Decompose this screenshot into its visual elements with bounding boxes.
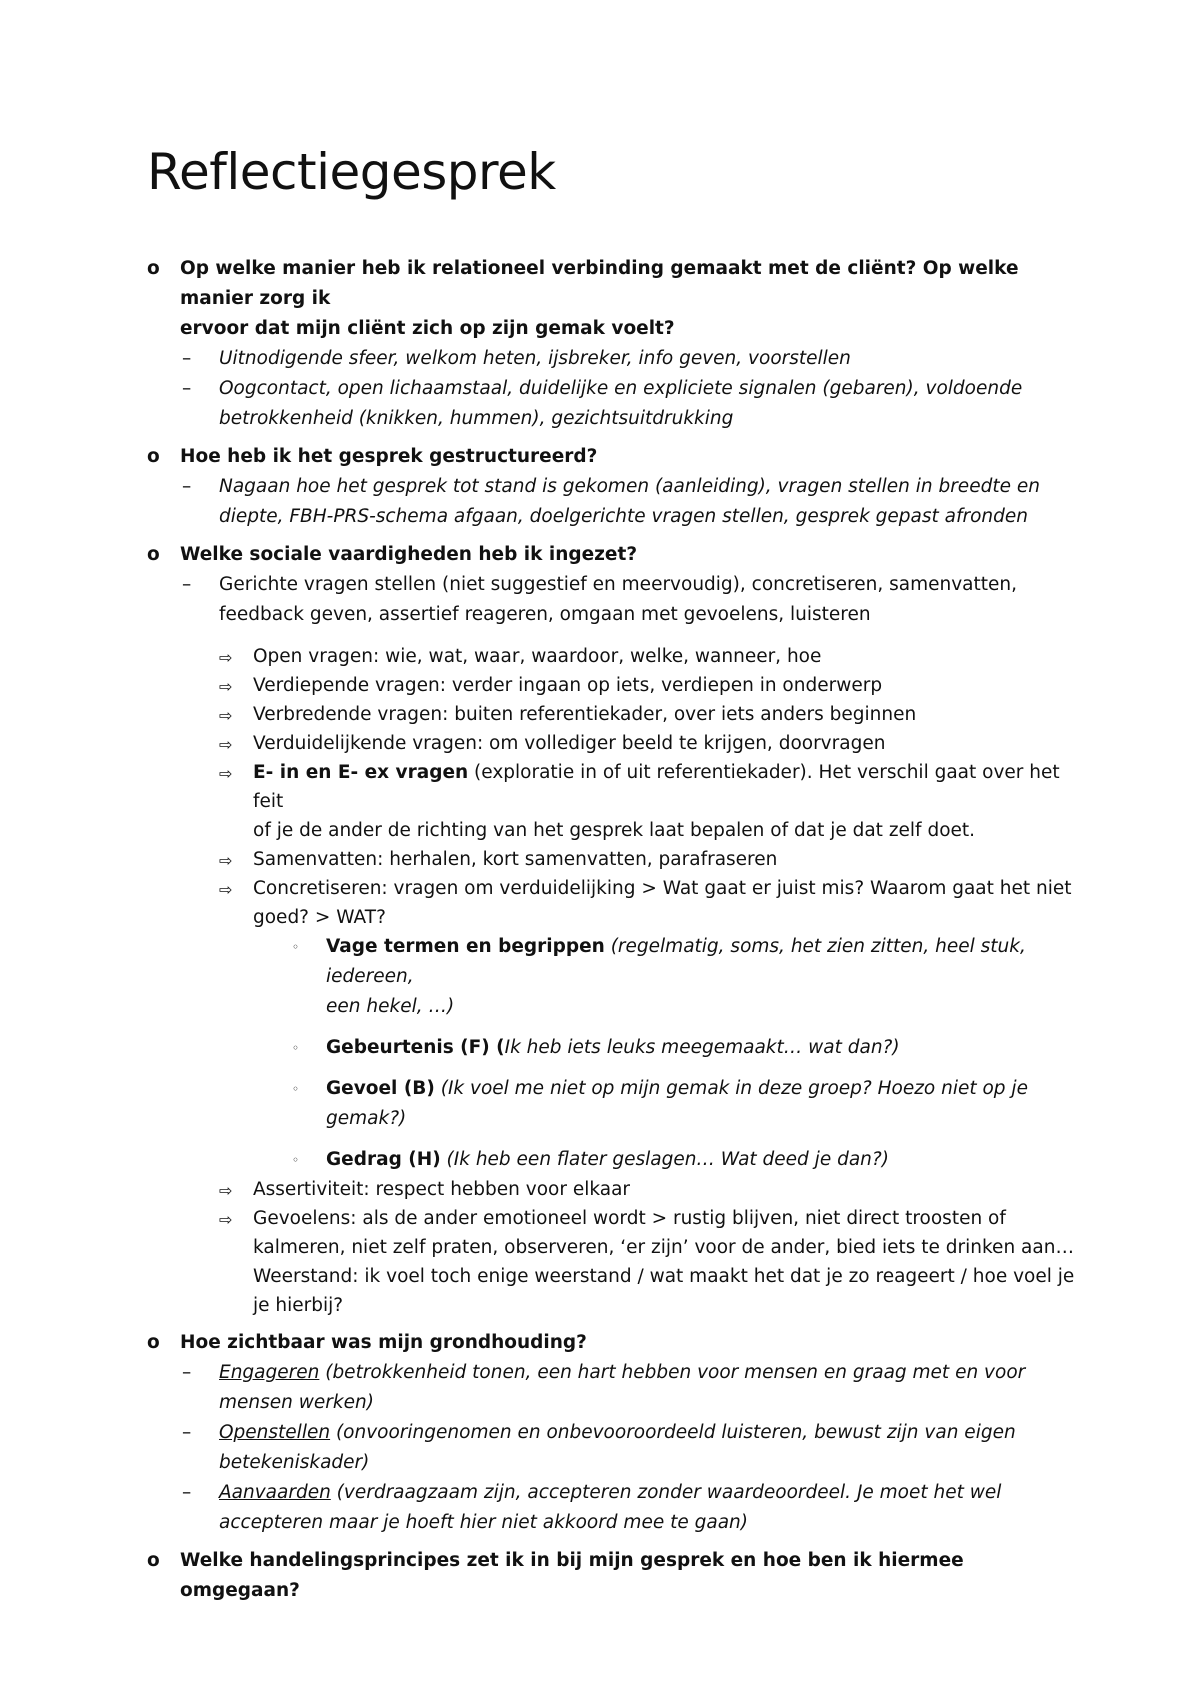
question-heading: o Hoe heb ik het gesprek gestructureerd? [147, 442, 1077, 472]
answer-item: – Openstellen (onvooringenomen en onbevooroordeeld luisteren, bewust zijn van eigen betekeniskader) [147, 1418, 1077, 1478]
question-heading: o Hoe zichtbaar was mijn grondhouding? [147, 1328, 1077, 1358]
question-section [147, 540, 1077, 1320]
dash-bullet: – [182, 1482, 192, 1503]
bullet-o: o [147, 1332, 160, 1353]
arrow-item: ⇨ Verdiepende vragen: verder ingaan op iets, verdiepen in onderwerp [147, 671, 1077, 700]
answer-item: – Oogcontact, open lichaamstaal, duidelijke en expliciete signalen (gebaren), voldoende betrokkenheid (knikken, hummen), gezichtsuitdrukking [147, 374, 1077, 434]
question-heading: o Welke sociale vaardigheden heb ik ingezet? [147, 540, 1077, 570]
circle-bullet: ◦ [292, 1153, 300, 1167]
arrow-icon: ⇨ [219, 648, 233, 667]
circle-bullet: ◦ [292, 1041, 300, 1055]
dash-bullet: – [182, 1422, 192, 1443]
arrow-icon: ⇨ [219, 1181, 233, 1200]
circle-bullet: ◦ [292, 1082, 300, 1096]
question-section [147, 254, 1077, 434]
question-heading: o Welke handelingsprincipes zet ik in bij mijn gesprek en hoe ben ik hiermee omgegaan? [147, 1546, 1077, 1606]
question-section [147, 1328, 1077, 1538]
sub-item: ◦ Gevoel (B) (Ik voel me niet op mijn gemak in deze groep? Hoezo niet op je gemak?) [147, 1074, 1077, 1134]
arrow-item: ⇨ Open vragen: wie, wat, waar, waardoor, welke, wanneer, hoe [147, 642, 1077, 671]
sub-item: ◦ Gedrag (H) (Ik heb een flater geslagen… Wat deed je dan?) [147, 1145, 1077, 1175]
arrow-icon: ⇨ [219, 764, 233, 783]
circle-bullet: ◦ [292, 940, 300, 954]
question-section [147, 442, 1077, 532]
bullet-o: o [147, 446, 160, 467]
sub-item: ◦ Gebeurtenis (F) (Ik heb iets leuks meegemaakt… wat dan?) [147, 1033, 1077, 1063]
sub-item: ◦ Vage termen en begrippen (regelmatig, soms, het zien zitten, heel stuk, iedereen, een hekel, …) [147, 932, 1077, 1022]
question-heading: o Op welke manier heb ik relationeel verbinding gemaakt met de cliënt? Op welke manier zorg ik ervoor dat mijn cliënt zich op zijn gemak voelt? [147, 254, 1077, 344]
dash-bullet: – [182, 378, 192, 399]
bullet-o: o [147, 258, 160, 279]
arrow-icon: ⇨ [219, 851, 233, 870]
arrow-item: ⇨ Samenvatten: herhalen, kort samenvatten, parafraseren [147, 845, 1077, 874]
arrow-item: ⇨ E- in en E- ex vragen (exploratie in of uit referentiekader). Het verschil gaat over het feit of je de ander de richting van het gesprek laat bepalen of dat je dat zelf doet. [147, 758, 1077, 845]
dash-bullet: – [182, 476, 192, 497]
arrow-item: ⇨ Verbredende vragen: buiten referentiekader, over iets anders beginnen [147, 700, 1077, 729]
dash-bullet: – [182, 574, 192, 595]
arrow-icon: ⇨ [219, 677, 233, 696]
bullet-o: o [147, 1550, 160, 1571]
answer-item: – Gerichte vragen stellen (niet suggestief en meervoudig), concretiseren, samenvatten, feedback geven, assertief reageren, omgaan met gevoelens, luisteren [147, 570, 1077, 630]
dash-bullet: – [182, 348, 192, 369]
question-section [147, 1546, 1077, 1606]
answer-item: – Uitnodigende sfeer, welkom heten, ijsbreker, info geven, voorstellen [147, 344, 1077, 374]
arrow-icon: ⇨ [219, 1210, 233, 1229]
arrow-icon: ⇨ [219, 880, 233, 899]
arrow-item: ⇨ Verduidelijkende vragen: om vollediger beeld te krijgen, doorvragen [147, 729, 1077, 758]
answer-item: – Engageren (betrokkenheid tonen, een hart hebben voor mensen en graag met en voor mensen werken) [147, 1358, 1077, 1418]
arrow-icon: ⇨ [219, 735, 233, 754]
arrow-icon: ⇨ [219, 706, 233, 725]
dash-bullet: – [182, 1362, 192, 1383]
arrow-item: ⇨ Gevoelens: als de ander emotioneel wordt > rustig blijven, niet direct troosten of kalmeren, niet zelf praten, observeren, ‘er zijn’ voor de ander, bied iets te drinken aan… Weerstand: ik voel toch enige weerstand / wat maakt het dat je zo reageert / hoe voel je je hierbij? [147, 1204, 1077, 1320]
arrow-item: ⇨ Concretiseren: vragen om verduidelijking > Wat gaat er juist mis? Waarom gaat het niet goed? > WAT? [147, 874, 1077, 932]
answer-item: – Nagaan hoe het gesprek tot stand is gekomen (aanleiding), vragen stellen in breedte en diepte, FBH-PRS-schema afgaan, doelgerichte vragen stellen, gesprek gepast afronden [147, 472, 1077, 532]
answer-item: – Aanvaarden (verdraagzaam zijn, accepteren zonder waardeoordeel. Je moet het wel accepteren maar je hoeft hier niet akkoord mee te gaan) [147, 1478, 1077, 1538]
document-body [147, 254, 1077, 1614]
page-title: Reflectiegesprek [147, 143, 556, 201]
bullet-o: o [147, 544, 160, 565]
arrow-item: ⇨ Assertiviteit: respect hebben voor elkaar [147, 1175, 1077, 1204]
